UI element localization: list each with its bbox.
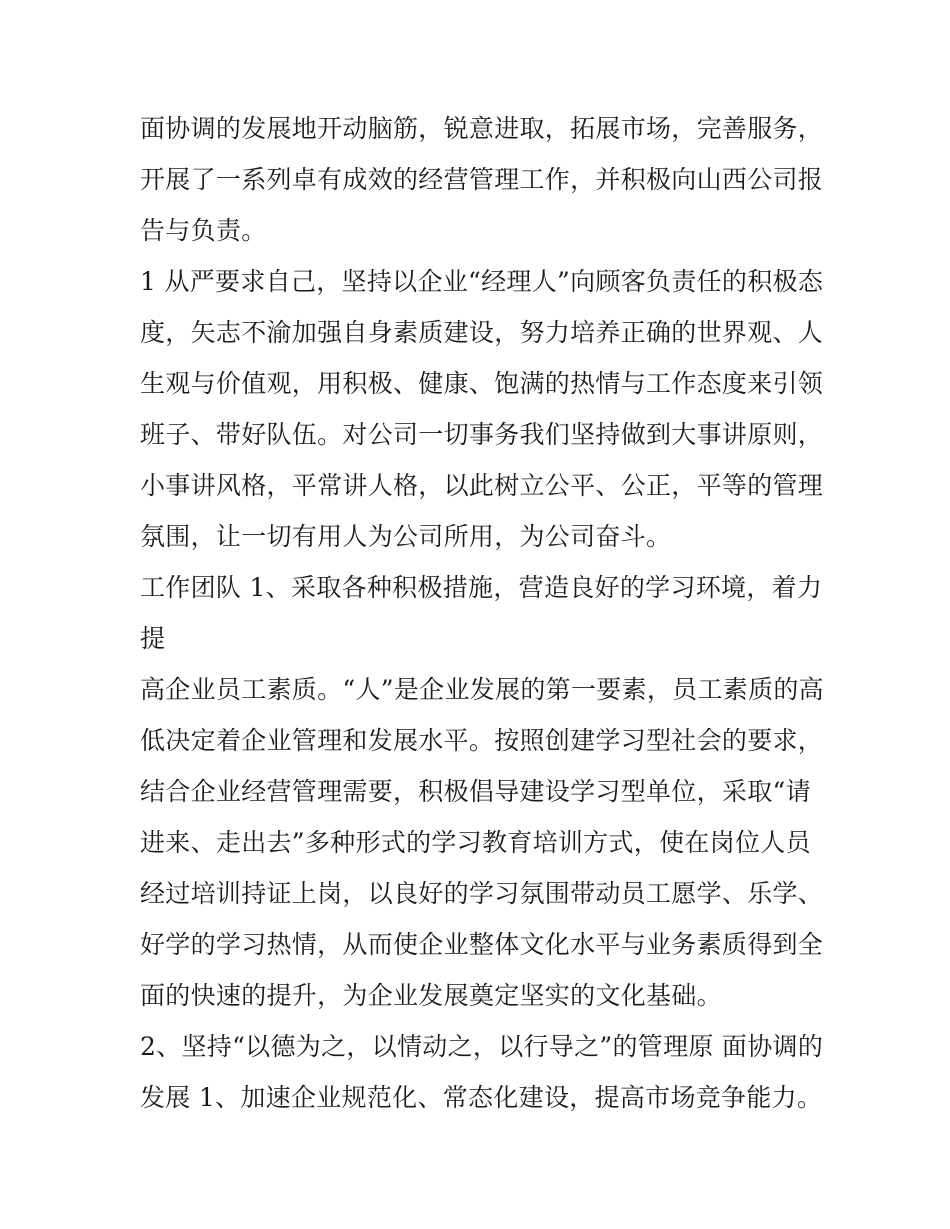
- text-line: 发展 1、加速企业规范化、常态化建设，提高市场竞争能力。: [140, 1083, 823, 1112]
- text-line: 2、坚持“以德为之，以情动之，以行导之”的管理原 面协调的: [140, 1032, 824, 1061]
- text-line: 氛围，让一切有用人为公司所用，为公司奋斗。: [140, 522, 672, 551]
- text-line: 面的快速的提升，为企业发展奠定坚实的文化基础。: [140, 981, 722, 1010]
- text-line: 班子、带好队伍。对公司一切事务我们坚持做到大事讲原则，: [140, 420, 824, 449]
- text-line: 生观与价值观，用积极、健康、饱满的热情与工作态度来引领: [140, 369, 824, 398]
- text-line: 开展了一系列卓有成效的经营管理工作，并积极向山西公司报: [140, 165, 824, 194]
- text-line: 小事讲风格，平常讲人格，以此树立公平、公正，平等的管理: [140, 471, 824, 500]
- text-line: 经过培训持证上岗，以良好的学习氛围带动员工愿学、乐学、: [140, 879, 824, 908]
- text-line: 面协调的发展地开动脑筋，锐意进取，拓展市场，完善服务，: [140, 114, 824, 143]
- text-line: 好学的学习热情，从而使企业整体文化水平与业务素质得到全: [140, 930, 824, 959]
- text-line: 进来、走出去”多种形式的学习教育培训方式，使在岗位人员: [140, 828, 811, 857]
- text-line: 高企业员工素质。“人”是企业发展的第一要素，员工素质的高: [140, 675, 824, 704]
- text-line: 告与负责。: [140, 216, 267, 245]
- text-line: 低决定着企业管理和发展水平。按照创建学习型社会的要求，: [140, 726, 824, 755]
- text-line: 1 从严要求自己，坚持以企业“经理人”向顾客负责任的积极态: [140, 267, 824, 296]
- text-line: 结合企业经营管理需要，积极倡导建设学习型单位，采取“请: [140, 777, 811, 806]
- text-line: 提: [140, 624, 166, 653]
- document-body: [140, 103, 824, 1123]
- text-line: 工作团队 1、采取各种积极措施，营造良好的学习环境，着力: [140, 573, 823, 602]
- text-line: 度，矢志不渝加强自身素质建设，努力培养正确的世界观、人: [140, 318, 824, 347]
